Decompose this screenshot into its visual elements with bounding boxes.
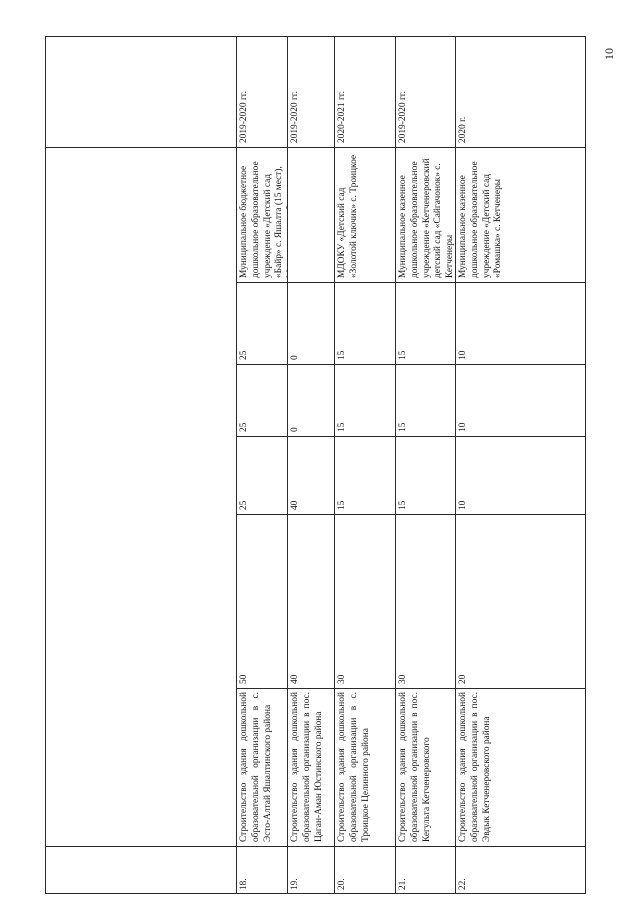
cell-total xyxy=(395,514,455,688)
cell-object xyxy=(455,688,585,846)
cell-c3 xyxy=(287,282,334,364)
row-period: 2019-2020 гг. xyxy=(290,91,300,143)
cell-period xyxy=(334,36,395,147)
row-object: Строительство здания дошкольной образовательной организации в пос. Эвдык Кетченеровского района xyxy=(458,692,492,842)
row-number: 19. xyxy=(290,878,300,890)
row-total: 50 xyxy=(239,674,249,684)
row-org: Муниципальное бюджетное дошкольное образовательное учреждение «Детский сад «Байр» с. Яшалта (15 мест), xyxy=(239,161,285,278)
cell-c1 xyxy=(334,436,395,514)
row-c3: 15 xyxy=(398,350,408,360)
cell-c3 xyxy=(455,282,585,364)
row-object: Строительство здания дошкольной образовательной организации в пос. Кегульта Кетченеровского xyxy=(398,692,432,842)
row-total: 30 xyxy=(398,674,408,684)
row-c2: 0 xyxy=(290,427,300,432)
cell-c1 xyxy=(395,436,455,514)
cell-org xyxy=(334,147,395,282)
cell-c2 xyxy=(334,364,395,436)
row-org: МДОКУ «Детский сад «Золотой ключик» с. Троицкое xyxy=(337,154,359,278)
row-total: 40 xyxy=(290,674,300,684)
row-org xyxy=(287,147,334,282)
row-c1: 40 xyxy=(290,500,300,510)
row-object: Строительство здания дошкольной образовательной организации в пос. Цаган-Аман Юстинского района xyxy=(290,692,324,842)
cell-c3 xyxy=(236,282,287,364)
cell-total xyxy=(287,514,334,688)
row-c2: 25 xyxy=(239,422,249,432)
cell-object xyxy=(236,688,287,846)
row-org: Муниципальное казенное дошкольное образовательное учреждение «Детский сад «Ромашка» с. Кетченеры xyxy=(458,161,504,278)
cell-org xyxy=(236,147,287,282)
cell-object xyxy=(395,688,455,846)
cell-org xyxy=(455,147,585,282)
page-number: 10 xyxy=(602,48,616,60)
row-object: Строительство здания дошкольной образовательной организации в с. Эсто-Алтай Яшалтинского района xyxy=(239,692,273,842)
cell-period xyxy=(287,36,334,147)
row-number: 20. xyxy=(337,878,347,890)
row-c3: 25 xyxy=(239,350,249,360)
row-c1: 15 xyxy=(337,500,347,510)
row-total: 20 xyxy=(458,674,468,684)
cell-period xyxy=(236,36,287,147)
cell-object xyxy=(334,688,395,846)
cell-org xyxy=(287,147,334,282)
cell-num xyxy=(287,846,334,894)
row-period: 2020 г. xyxy=(458,116,468,143)
cell-num xyxy=(236,846,287,894)
row-c3: 10 xyxy=(458,350,468,360)
cell-c1 xyxy=(287,436,334,514)
row-c3: 15 xyxy=(337,350,347,360)
cell-c1 xyxy=(455,436,585,514)
row-number: 21. xyxy=(398,878,408,890)
cell-c2 xyxy=(236,364,287,436)
cell-num xyxy=(455,846,585,894)
row-period: 2020-2021 гг. xyxy=(337,91,347,143)
row-object: Строительство здания дошкольной образовательной организации в с. Троицкое Целинного района xyxy=(337,692,371,842)
row-c2: 15 xyxy=(337,422,347,432)
cell-object xyxy=(287,688,334,846)
cell-period xyxy=(455,36,585,147)
row-period: 2019-2020 гг. xyxy=(239,91,249,143)
cell-c3 xyxy=(395,282,455,364)
row-c1: 25 xyxy=(239,500,249,510)
cell-num xyxy=(395,846,455,894)
cell-org xyxy=(395,147,455,282)
cell-num xyxy=(334,846,395,894)
row-c2: 10 xyxy=(458,422,468,432)
row-c2: 15 xyxy=(398,422,408,432)
cell-period xyxy=(395,36,455,147)
row-period: 2019-2020 гг. xyxy=(398,91,408,143)
row-org: Муниципальное казенное дошкольное образовательное учреждение «Кетченеровский детский сад «Сайгачонок» с. Кетченеры xyxy=(398,158,455,278)
table xyxy=(45,36,585,894)
row-number: 22. xyxy=(458,878,468,890)
cell-total xyxy=(334,514,395,688)
row-number: 18. xyxy=(239,878,249,890)
row-c1: 10 xyxy=(458,500,468,510)
row-total: 30 xyxy=(337,674,347,684)
cell-c1 xyxy=(236,436,287,514)
cell-c3 xyxy=(334,282,395,364)
cell-c2 xyxy=(287,364,334,436)
row-c1: 15 xyxy=(398,500,408,510)
cell-total xyxy=(236,514,287,688)
row-c3: 0 xyxy=(290,355,300,360)
cell-c2 xyxy=(455,364,585,436)
cell-c2 xyxy=(395,364,455,436)
cell-total xyxy=(455,514,585,688)
